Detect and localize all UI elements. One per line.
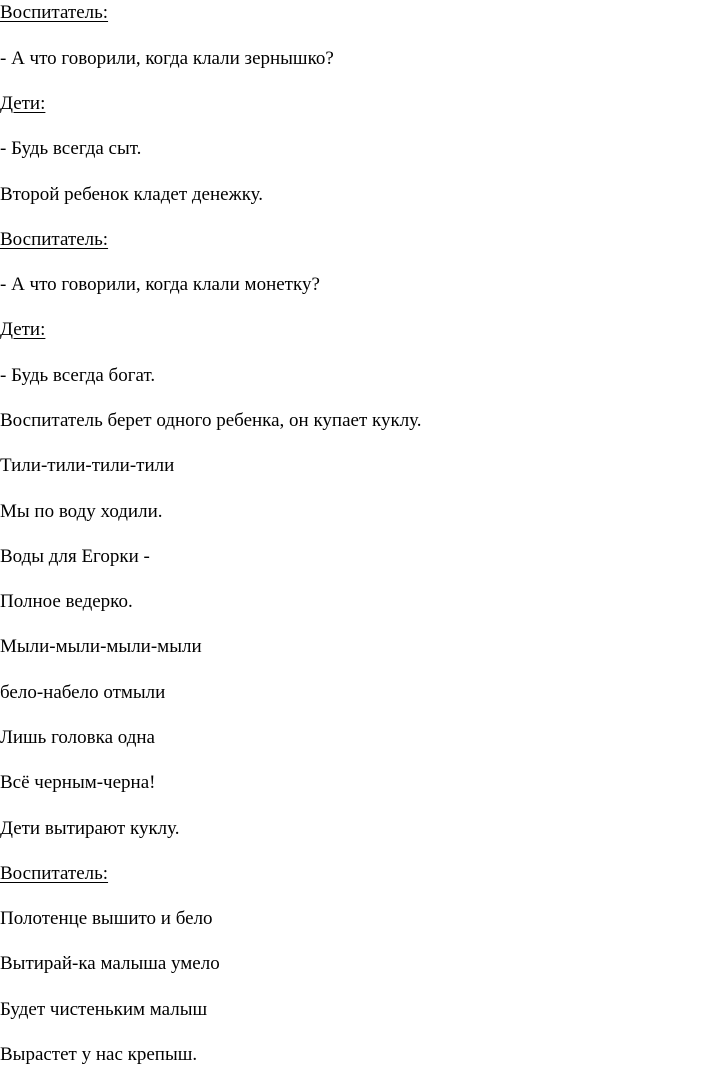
poem-line: бело-набело отмыли [0, 682, 166, 703]
poem-line: Будет чистеньким малыш [0, 999, 208, 1020]
poem-line: Мыли-мыли-мыли-мыли [0, 636, 202, 657]
text-line: - Будь всегда богат. [0, 365, 156, 386]
poem-line: Полное ведерко. [0, 591, 133, 612]
text-line: Дети вытирают куклу. [0, 818, 180, 839]
poem-line: Тили-тили-тили-тили [0, 455, 175, 476]
text-line: Воспитатель берет одного ребенка, он купает куклу. [0, 410, 422, 431]
poem-line: Воды для Егорки - [0, 546, 150, 567]
poem-line: Вырастет у нас крепыш. [0, 1044, 198, 1065]
text-line: - А что говорили, когда клали зернышко? [0, 48, 334, 69]
poem-line: Всё черным-черна! [0, 772, 156, 793]
poem-line: Вытирай-ка малыша умело [0, 953, 220, 974]
text-line: Второй ребенок кладет денежку. [0, 184, 264, 205]
speaker-label: Дети: [0, 319, 46, 340]
poem-line: Лишь головка одна [0, 727, 155, 748]
speaker-label: Воспитатель: [0, 2, 109, 23]
poem-line: Полотенце вышито и бело [0, 908, 213, 929]
text-line: - Будь всегда сыт. [0, 138, 142, 159]
speaker-label: Дети: [0, 93, 46, 114]
poem-line: Мы по воду ходили. [0, 501, 163, 522]
speaker-label: Воспитатель: [0, 863, 109, 884]
text-line: - А что говорили, когда клали монетку? [0, 274, 320, 295]
speaker-label: Воспитатель: [0, 229, 109, 250]
